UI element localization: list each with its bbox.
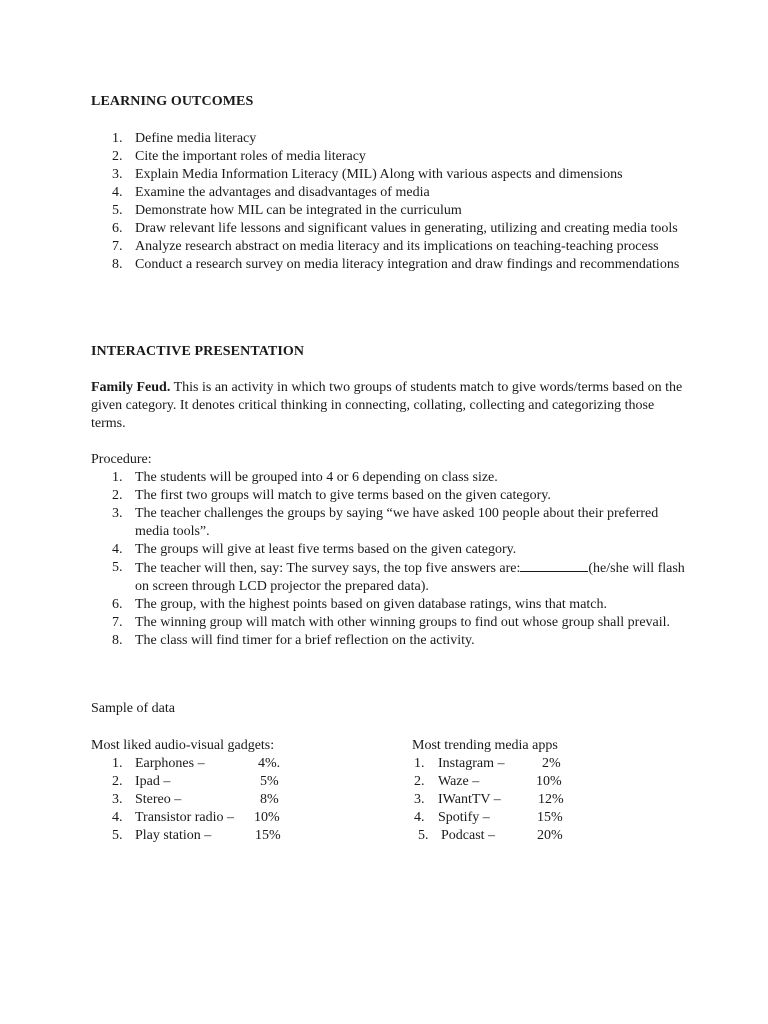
apps-title: Most trending media apps (412, 738, 558, 753)
learning-outcomes-list (91, 130, 691, 274)
list-item: 4. Transistor radio – 10% (112, 810, 280, 825)
list-item: 5. The teacher will then, say: The survey says, the top five answers are: (he/she will flash on screen through LCD projector the prepared data). (112, 560, 685, 594)
list-item: 3. IWantTV – 12% (414, 792, 564, 807)
list-item: 3. Stereo – 8% (112, 792, 279, 807)
list-item: 5. Podcast – 20% (418, 828, 563, 843)
list-item: 6. The group, with the highest points based on given database ratings, wins that match. (112, 597, 608, 612)
family-feud-paragraph (91, 379, 691, 433)
list-item: 5. Demonstrate how MIL can be integrated in the curriculum (112, 203, 462, 218)
apps-list (412, 737, 662, 845)
sample-of-data-label: Sample of data (91, 701, 175, 716)
list-item: 2. The first two groups will match to give terms based on the given category. (112, 488, 551, 503)
procedure-label: Procedure: (91, 452, 152, 467)
list-item: 6. Draw relevant life lessons and significant values in generating, utilizing and creating media tools (112, 221, 678, 236)
family-feud-title: Family Feud. (91, 380, 171, 395)
answer-blank-line (520, 559, 588, 572)
procedure-list (91, 469, 691, 650)
interactive-presentation-heading: INTERACTIVE PRESENTATION (91, 344, 305, 359)
list-item: 7. Analyze research abstract on media literacy and its implications on teaching-teaching process (112, 239, 659, 254)
list-item: 7. The winning group will match with other winning groups to find out whose group shall prevail. (112, 615, 671, 630)
list-item: 4. The groups will give at least five terms based on the given category. (112, 542, 517, 557)
list-item: 1. Define media literacy (112, 131, 257, 146)
list-item: 4. Examine the advantages and disadvantages of media (112, 185, 430, 200)
list-item: 1. The students will be grouped into 4 or 6 depending on class size. (112, 470, 498, 485)
list-item: 1. Instagram – 2% (414, 756, 561, 771)
list-item: 8. The class will find timer for a brief reflection on the activity. (112, 633, 475, 648)
list-item: 2. Ipad – 5% (112, 774, 279, 789)
list-item: 2. Cite the important roles of media literacy (112, 149, 366, 164)
learning-outcomes-heading: LEARNING OUTCOMES (91, 94, 254, 109)
list-item: 4. Spotify – 15% (414, 810, 563, 825)
family-feud-description: This is an activity in which two groups of students match to give words/terms based on the given category. It denotes critical thinking in connecting, collating, collecting and categorizing those terms. (91, 380, 683, 431)
list-item: 3. The teacher challenges the groups by saying “we have asked 100 people about their preferred media tools”. (112, 506, 659, 539)
gadgets-list (91, 737, 391, 845)
list-item: 3. Explain Media Information Literacy (MIL) Along with various aspects and dimensions (112, 167, 623, 182)
gadgets-title: Most liked audio-visual gadgets: (91, 738, 275, 753)
list-item: 8. Conduct a research survey on media literacy integration and draw findings and recommendations (112, 257, 680, 272)
list-item: 2. Waze – 10% (414, 774, 562, 789)
list-item: 5. Play station – 15% (112, 828, 281, 843)
list-item: 1. Earphones – 4%. (112, 756, 281, 771)
